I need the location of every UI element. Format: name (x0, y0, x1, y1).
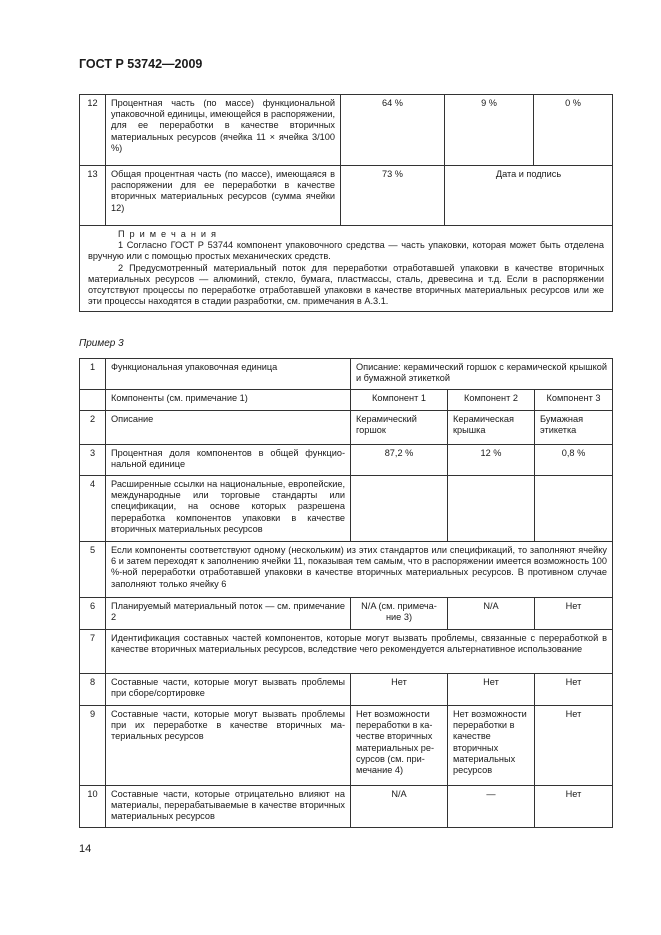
component-1-header: Компонент 1 (351, 390, 448, 411)
row-description: Функциональная упаковочная единица (106, 359, 351, 390)
row-description: Описание (106, 411, 351, 445)
row-description: Планируемый материальный поток — см. примечание 2 (106, 598, 351, 630)
date-signature-cell: Дата и подпись (445, 166, 613, 226)
table-row (80, 598, 613, 630)
cell-component-2: Керамическая крышка (448, 411, 535, 445)
table-row (80, 542, 613, 598)
table-row (80, 630, 613, 674)
row-number: 6 (80, 598, 106, 630)
table-row (80, 445, 613, 476)
component-2-header: Компонент 2 (448, 390, 535, 411)
note-2: 2 Предусмотренный материальный поток для переработки отработавшей упаковки в качестве вторичных материальных ресурсов — алюминий, стекло, бумага, пластмассы, сталь, древесина и т.д. Если в распоряжении отсутствуют процессы по переработке отработавшей упаковки в качестве вторичных материальных ресурсов или же эти процессы находятся в стадии разработки, см. примечания в А.3.1. (88, 262, 604, 307)
row-description: Составные части, которые могут вызвать проблемы при сборе/сортировке (106, 674, 351, 706)
table-row (80, 674, 613, 706)
cell-component-1: Нет возможности переработки в качестве вторичных материальных ресурсов (см. примечание 4) (351, 706, 448, 786)
table-row (80, 411, 613, 445)
cell-component-1: N/A (351, 786, 448, 828)
table-row (80, 166, 613, 226)
row-number: 3 (80, 445, 106, 476)
row-number: 5 (80, 542, 106, 598)
note-1: 1 Согласно ГОСТ Р 53744 компонент упаковочного средства — часть упаковки, которая может быть отделена вручную или с помощью простых механических средств. (88, 240, 604, 262)
table-row (80, 786, 613, 828)
row-description: Расширенные ссылки на национальные, европейские, международные или торговые стандарты или спецификации, на основе которых разрешена переработка компонентов упаковки в качестве вторичных материальных ресурсов (106, 476, 351, 542)
empty-cell (80, 390, 106, 411)
cell-component-3: 0,8 % (535, 445, 613, 476)
table-row (80, 390, 613, 411)
row-number: 10 (80, 786, 106, 828)
cell-component-1: N/A (см. примечание 3) (351, 598, 448, 630)
cell-component-2: 12 % (448, 445, 535, 476)
document-header: ГОСТ Р 53742—2009 (79, 57, 203, 71)
notes-cell (80, 226, 613, 312)
component-3-header: Компонент 3 (535, 390, 613, 411)
row-description: Общая процентная часть (по массе), имеющаяся в распоряжении для ее переработки в качестве вторичных материальных ресурсов (сумма ячейки 12) (106, 166, 341, 226)
cell-component-1: 87,2 % (351, 445, 448, 476)
row-description: Процентная доля компонентов в общей функциональной единице (106, 445, 351, 476)
cell-component-1: Керамический горшок (351, 411, 448, 445)
table-row (80, 95, 613, 166)
cell-component-3: Бумажная этикетка (535, 411, 613, 445)
cell-component-2: Нет возможности переработки в качестве вторичных материальных ресурсов (448, 706, 535, 786)
cell-component-2: N/A (448, 598, 535, 630)
table-row (80, 359, 613, 390)
unit-description-cell: Описание: керамический горшок с керамической крышкой и бумажной этикеткой (351, 359, 613, 390)
empty-cell (535, 476, 613, 542)
table-row (80, 706, 613, 786)
row-number: 9 (80, 706, 106, 786)
example-label: Пример 3 (79, 338, 124, 349)
cell-component-3: Нет (535, 674, 613, 706)
row-number: 7 (80, 630, 106, 674)
instruction-cell: Идентификация составных частей компонентов, которые могут вызвать проблемы, связанные с переработкой в качестве вторичных материальных ресурсов, вследствие чего рекомендуется альтернативное использование (106, 630, 613, 674)
empty-cell (351, 476, 448, 542)
cell-component-1: 73 % (341, 166, 445, 226)
cell-component-3: 0 % (534, 95, 613, 166)
page-number: 14 (79, 843, 92, 855)
table-example-3 (79, 358, 613, 828)
cell-component-1: 64 % (341, 95, 445, 166)
notes-row (80, 226, 613, 312)
row-description: Компоненты (см. примечание 1) (106, 390, 351, 411)
cell-component-1: Нет (351, 674, 448, 706)
row-description: Процентная часть (по массе) функциональной упаковочной единицы, имеющейся в распоряжении, для ее переработки в качестве вторичных материальных ресурсов (ячейка 11 × ячейка 3/100 %) (106, 95, 341, 166)
row-description: Составные части, которые отрицательно влияют на материалы, перерабатываемые в качестве вторичных материальных ресурсов (106, 786, 351, 828)
notes-title: П р и м е ч а н и я (118, 229, 218, 239)
cell-component-2: — (448, 786, 535, 828)
row-number: 13 (80, 166, 106, 226)
table-continuation (79, 94, 613, 312)
row-number: 4 (80, 476, 106, 542)
row-number: 12 (80, 95, 106, 166)
instruction-cell: Если компоненты соответствуют одному (нескольким) из этих стандартов или спецификаций, то заполняют ячейку 6 и затем переходят к заполнению ячейки 11, показывая тем самым, что в распоряжении имеется возможность 100 %-ной переработки отработавшей упаковки в качестве вторичных материальных ресурсов. В противном случае заполняют только ячейку 6 (106, 542, 613, 598)
cell-component-2: Нет (448, 674, 535, 706)
row-number: 2 (80, 411, 106, 445)
cell-component-3: Нет (535, 786, 613, 828)
table-row (80, 476, 613, 542)
row-number: 8 (80, 674, 106, 706)
cell-component-3: Нет (535, 706, 613, 786)
row-description: Составные части, которые могут вызвать проблемы при их переработке в качестве вторичных материальных ресурсов (106, 706, 351, 786)
row-number: 1 (80, 359, 106, 390)
cell-component-3: Нет (535, 598, 613, 630)
empty-cell (448, 476, 535, 542)
cell-component-2: 9 % (445, 95, 534, 166)
